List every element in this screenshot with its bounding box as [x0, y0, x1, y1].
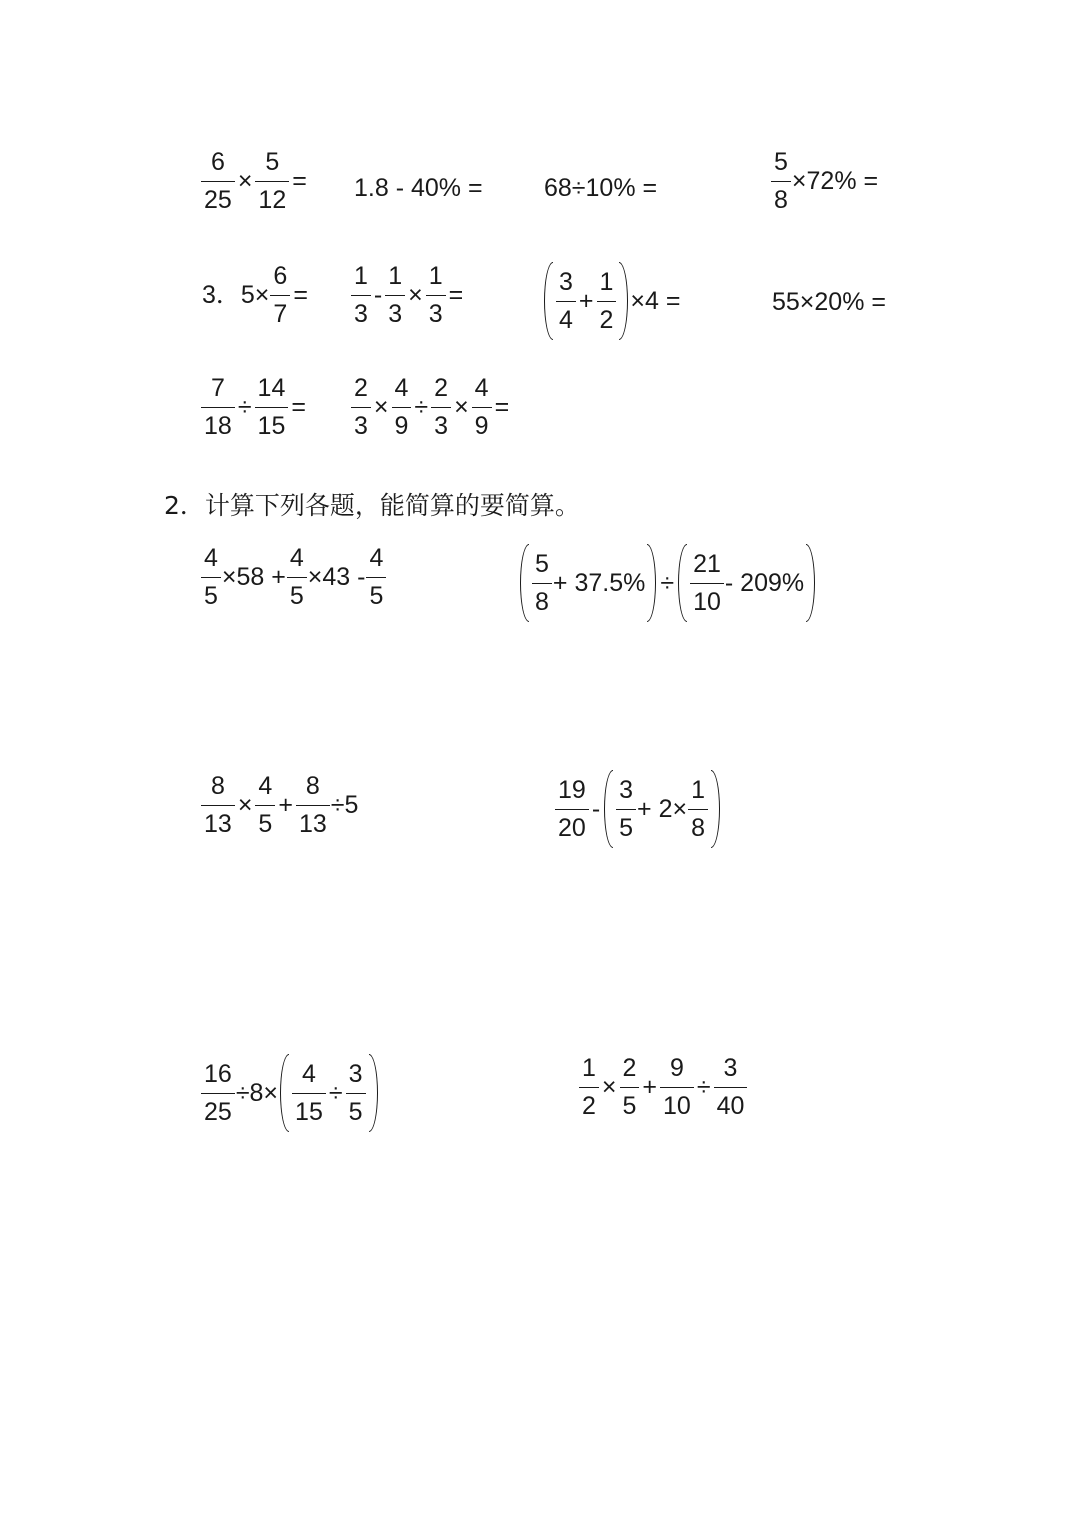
left-paren	[604, 770, 613, 848]
fraction: $\frac{4}{5}$	[287, 546, 307, 609]
operator: ÷	[237, 393, 252, 421]
equals-sign: =	[448, 281, 464, 309]
fraction: $\frac{14}{15}$	[255, 376, 289, 439]
fraction: $\frac{4}{9}$	[392, 376, 412, 439]
problem-1-10	[350, 376, 511, 439]
equals-sign: =	[293, 281, 308, 309]
operator: +	[578, 286, 594, 315]
parenthesized-group	[542, 262, 630, 340]
operator: -	[591, 794, 601, 823]
fraction: $\frac{4}{5}$	[201, 546, 221, 609]
problem-2-5: $\frac{16}{25}$ ÷8× $\frac{4}{15}$ ÷ $\frac{3}{5}$	[200, 1054, 380, 1132]
fraction: $\frac{4}{5}$	[366, 546, 386, 609]
parenthesized-group: $\frac{5}{8}$ + 37.5%	[518, 544, 658, 622]
operator: ×	[454, 393, 469, 421]
operator: ×	[237, 167, 253, 195]
problem-2-1: $\frac{4}{5}$ ×58 + $\frac{4}{5}$ ×43 - $\frac{4}{5}$	[200, 546, 387, 609]
fraction: $\frac{1}{3}$	[351, 264, 371, 327]
operator: ×	[601, 1073, 617, 1101]
problem-1-1	[200, 150, 309, 213]
operator: ×	[237, 791, 253, 819]
parenthesized-group	[278, 1054, 379, 1132]
problem-1-9	[200, 376, 308, 439]
operator: ÷	[696, 1073, 711, 1101]
equals-sign: =	[291, 393, 306, 421]
fraction: $\frac{2}{3}$	[351, 376, 371, 439]
parenthesized-group: $\frac{3}{5}$ + 2× $\frac{1}{8}$	[602, 770, 722, 848]
right-paren	[647, 544, 656, 622]
fraction: $\frac{3}{5}$	[346, 1062, 366, 1125]
fraction: $\frac{5}{8}$	[532, 552, 552, 615]
right-paren	[806, 544, 815, 622]
fraction: $\frac{1}{2}$	[597, 270, 617, 333]
problem-1-2: 1.8 - 40% =	[354, 174, 483, 202]
left-paren	[280, 1054, 289, 1132]
fraction: $\frac{5}{8}$	[771, 150, 791, 213]
problem-2-3: $\frac{8}{13}$ × $\frac{4}{5}$ + $\frac{8}{13}$ ÷5	[200, 774, 358, 837]
operator: ÷	[414, 393, 429, 421]
problem-1-7: $\frac{3}{4}$ + $\frac{1}{2}$ ×4 =	[542, 262, 680, 340]
fraction: $\frac{9}{10}$	[660, 1056, 694, 1119]
fraction: $\frac{19}{20}$	[555, 778, 589, 841]
fraction: $\frac{4}{9}$	[472, 376, 492, 439]
fraction: $\frac{8}{13}$	[296, 774, 330, 837]
problem-1-8: 55×20% =	[772, 288, 886, 316]
operator: +	[642, 1073, 658, 1101]
fraction: $\frac{4}{15}$	[292, 1062, 326, 1125]
section-heading: 2．计算下列各题，能简算的要简算。	[164, 491, 580, 520]
problem-1-3: 68÷10% =	[544, 174, 658, 202]
problem-1-6	[350, 264, 465, 327]
problem-1-4: $\frac{5}{8}$ ×72% =	[770, 150, 878, 213]
problem-1-5: 3．5× $\frac{6}{7}$ =	[202, 262, 308, 328]
fraction: $\frac{5}{12}$	[255, 150, 289, 213]
fraction: $\frac{6}{25}$	[201, 150, 235, 213]
fraction: $\frac{7}{18}$	[201, 376, 235, 439]
fraction: $\frac{1}{3}$	[385, 264, 405, 327]
parenthesized-group: $\frac{21}{10}$ - 209%	[676, 544, 817, 622]
left-paren	[520, 544, 529, 622]
operator: ÷	[660, 568, 675, 597]
operator: ÷	[328, 1078, 343, 1107]
operator: +	[278, 791, 293, 819]
right-paren	[369, 1054, 378, 1132]
fraction: $\frac{21}{10}$	[690, 552, 724, 615]
fraction: $\frac{3}{4}$	[556, 270, 576, 333]
fraction: $\frac{8}{13}$	[201, 774, 235, 837]
fraction: $\frac{3}{40}$	[714, 1056, 748, 1119]
equals-sign: =	[292, 167, 307, 195]
right-paren	[619, 262, 628, 340]
operator: -	[373, 281, 383, 309]
problem-2-4	[554, 770, 722, 848]
fraction: $\frac{3}{5}$	[616, 778, 636, 841]
fraction: $\frac{2}{5}$	[620, 1056, 640, 1119]
fraction: $\frac{6}{7}$	[270, 264, 290, 327]
fraction: $\frac{1}{3}$	[426, 264, 446, 327]
fraction: $\frac{1}{2}$	[579, 1056, 599, 1119]
left-paren	[678, 544, 687, 622]
left-paren	[544, 262, 553, 340]
fraction: $\frac{2}{3}$	[431, 376, 451, 439]
fraction: $\frac{4}{5}$	[255, 774, 275, 837]
operator: ×	[373, 393, 389, 421]
equals-sign: =	[494, 393, 510, 421]
problem-2-2	[518, 544, 817, 622]
operator: ×	[408, 281, 423, 309]
fraction: $\frac{1}{8}$	[688, 778, 708, 841]
fraction: $\frac{16}{25}$	[201, 1062, 235, 1125]
problem-2-6	[578, 1056, 748, 1119]
right-paren	[711, 770, 720, 848]
